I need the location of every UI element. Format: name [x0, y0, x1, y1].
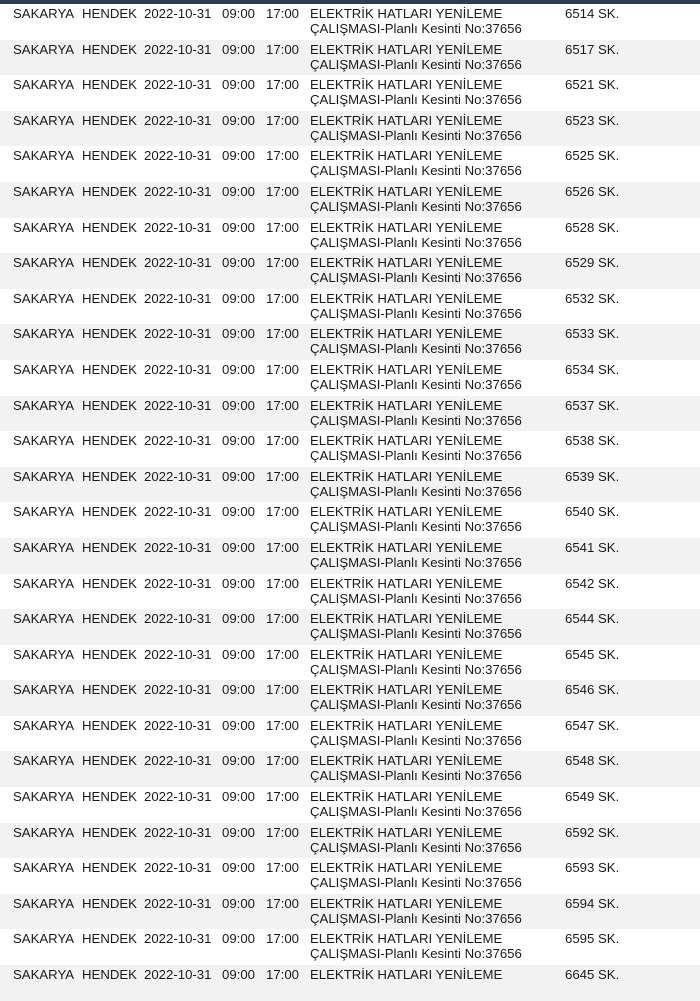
district-cell: HENDEK	[82, 77, 137, 93]
province-cell: SAKARYA	[13, 219, 75, 235]
street-cell: 6534 SK.	[565, 361, 620, 377]
end-time-cell: 17:00	[266, 255, 300, 271]
description-line-2: ÇALIŞMASI-Planlı Kesinti No:37656	[310, 839, 522, 855]
province-cell: SAKARYA	[13, 6, 75, 21]
description-cell	[310, 611, 560, 641]
table-row	[0, 182, 700, 218]
description-cell	[310, 362, 560, 392]
end-time-cell: 17:00	[266, 112, 300, 128]
start-time-cell: 09:00	[222, 361, 256, 377]
district-cell: HENDEK	[82, 433, 137, 449]
description-line-1: ELEKTRİK HATLARI YENİLEME	[310, 6, 503, 21]
description-cell	[310, 433, 560, 463]
end-time-cell: 17:00	[266, 611, 300, 627]
start-time-cell: 09:00	[222, 326, 256, 342]
description-line-1: ELEKTRİK HATLARI YENİLEME	[310, 895, 503, 911]
table-row	[0, 965, 700, 1001]
table-row	[0, 823, 700, 859]
date-cell: 2022-10-31	[144, 112, 212, 128]
date-cell: 2022-10-31	[144, 77, 212, 93]
province-cell: SAKARYA	[13, 361, 75, 377]
start-time-cell: 09:00	[222, 290, 256, 306]
district-cell: HENDEK	[82, 397, 137, 413]
table-row	[0, 4, 700, 40]
description-cell	[310, 291, 560, 321]
table-row	[0, 787, 700, 823]
street-cell: 6593 SK.	[565, 860, 620, 876]
end-time-cell: 17:00	[266, 931, 300, 947]
date-cell: 2022-10-31	[144, 682, 212, 698]
province-cell: SAKARYA	[13, 539, 75, 555]
description-cell	[310, 576, 560, 606]
street-cell: 6514 SK.	[565, 6, 620, 21]
description-cell	[310, 42, 560, 72]
end-time-cell: 17:00	[266, 682, 300, 698]
description-cell	[310, 469, 560, 499]
street-cell: 6546 SK.	[565, 682, 620, 698]
description-cell	[310, 540, 560, 570]
date-cell: 2022-10-31	[144, 504, 212, 520]
end-time-cell: 17:00	[266, 967, 300, 983]
start-time-cell: 09:00	[222, 931, 256, 947]
province-cell: SAKARYA	[13, 397, 75, 413]
province-cell: SAKARYA	[13, 967, 75, 983]
end-time-cell: 17:00	[266, 646, 300, 662]
date-cell: 2022-10-31	[144, 931, 212, 947]
street-cell: 6545 SK.	[565, 646, 620, 662]
district-cell: HENDEK	[82, 931, 137, 947]
end-time-cell: 17:00	[266, 753, 300, 769]
table-row	[0, 680, 700, 716]
end-time-cell: 17:00	[266, 41, 300, 57]
description-line-1: ELEKTRİK HATLARI YENİLEME	[310, 77, 503, 93]
end-time-cell: 17:00	[266, 148, 300, 164]
description-line-2: ÇALIŞMASI-Planlı Kesinti No:37656	[310, 590, 522, 606]
description-cell	[310, 860, 560, 890]
description-line-1: ELEKTRİK HATLARI YENİLEME	[310, 112, 503, 128]
description-line-2: ÇALIŞMASI-Planlı Kesinti No:37656	[310, 661, 522, 677]
description-line-2: ÇALIŞMASI-Planlı Kesinti No:37656	[310, 946, 522, 962]
end-time-cell: 17:00	[266, 361, 300, 377]
district-cell: HENDEK	[82, 219, 137, 235]
description-line-2: ÇALIŞMASI-Planlı Kesinti No:37656	[310, 910, 522, 926]
street-cell: 6541 SK.	[565, 539, 620, 555]
street-cell: 6645 SK.	[565, 967, 620, 983]
street-cell: 6529 SK.	[565, 255, 620, 271]
start-time-cell: 09:00	[222, 682, 256, 698]
start-time-cell: 09:00	[222, 433, 256, 449]
end-time-cell: 17:00	[266, 397, 300, 413]
start-time-cell: 09:00	[222, 6, 256, 21]
description-cell	[310, 967, 560, 982]
description-line-2: ÇALIŞMASI-Planlı Kesinti No:37656	[310, 341, 522, 357]
description-line-2: ÇALIŞMASI-Planlı Kesinti No:37656	[310, 127, 522, 143]
province-cell: SAKARYA	[13, 433, 75, 449]
district-cell: HENDEK	[82, 112, 137, 128]
province-cell: SAKARYA	[13, 860, 75, 876]
description-line-1: ELEKTRİK HATLARI YENİLEME	[310, 539, 503, 555]
start-time-cell: 09:00	[222, 860, 256, 876]
table-row	[0, 574, 700, 610]
table-row	[0, 75, 700, 111]
street-cell: 6542 SK.	[565, 575, 620, 591]
province-cell: SAKARYA	[13, 575, 75, 591]
street-cell: 6544 SK.	[565, 611, 620, 627]
district-cell: HENDEK	[82, 361, 137, 377]
province-cell: SAKARYA	[13, 682, 75, 698]
end-time-cell: 17:00	[266, 6, 300, 21]
province-cell: SAKARYA	[13, 255, 75, 271]
description-line-1: ELEKTRİK HATLARI YENİLEME	[310, 361, 503, 377]
start-time-cell: 09:00	[222, 539, 256, 555]
description-line-1: ELEKTRİK HATLARI YENİLEME	[310, 717, 503, 733]
description-line-2: ÇALIŞMASI-Planlı Kesinti No:37656	[310, 732, 522, 748]
description-cell	[310, 398, 560, 428]
date-cell: 2022-10-31	[144, 646, 212, 662]
district-cell: HENDEK	[82, 967, 137, 983]
street-cell: 6533 SK.	[565, 326, 620, 342]
district-cell: HENDEK	[82, 183, 137, 199]
description-line-2: ÇALIŞMASI-Planlı Kesinti No:37656	[310, 198, 522, 214]
description-line-1: ELEKTRİK HATLARI YENİLEME	[310, 41, 503, 57]
province-cell: SAKARYA	[13, 789, 75, 805]
province-cell: SAKARYA	[13, 41, 75, 57]
date-cell: 2022-10-31	[144, 326, 212, 342]
description-line-2: ÇALIŞMASI-Planlı Kesinti No:37656	[310, 875, 522, 891]
description-line-1: ELEKTRİK HATLARI YENİLEME	[310, 824, 503, 840]
start-time-cell: 09:00	[222, 575, 256, 591]
province-cell: SAKARYA	[13, 183, 75, 199]
province-cell: SAKARYA	[13, 611, 75, 627]
description-line-1: ELEKTRİK HATLARI YENİLEME	[310, 219, 503, 235]
district-cell: HENDEK	[82, 41, 137, 57]
date-cell: 2022-10-31	[144, 895, 212, 911]
province-cell: SAKARYA	[13, 77, 75, 93]
table-row	[0, 894, 700, 930]
description-cell	[310, 184, 560, 214]
street-cell: 6594 SK.	[565, 895, 620, 911]
description-line-2: ÇALIŞMASI-Planlı Kesinti No:37656	[310, 483, 522, 499]
start-time-cell: 09:00	[222, 717, 256, 733]
description-line-1: ELEKTRİK HATLARI YENİLEME	[310, 575, 503, 591]
date-cell: 2022-10-31	[144, 6, 212, 21]
description-line-2: ÇALIŞMASI-Planlı Kesinti No:37656	[310, 626, 522, 642]
table-row	[0, 40, 700, 76]
description-line-2: ÇALIŞMASI-Planlı Kesinti No:37656	[310, 56, 522, 72]
district-cell: HENDEK	[82, 682, 137, 698]
description-line-1: ELEKTRİK HATLARI YENİLEME	[310, 290, 503, 306]
table-row	[0, 396, 700, 432]
date-cell: 2022-10-31	[144, 789, 212, 805]
description-line-1: ELEKTRİK HATLARI YENİLEME	[310, 504, 503, 520]
table-row	[0, 467, 700, 503]
table-row	[0, 645, 700, 681]
description-line-2: ÇALIŞMASI-Planlı Kesinti No:37656	[310, 234, 522, 250]
date-cell: 2022-10-31	[144, 255, 212, 271]
street-cell: 6538 SK.	[565, 433, 620, 449]
street-cell: 6539 SK.	[565, 468, 620, 484]
description-line-2: ÇALIŞMASI-Planlı Kesinti No:37656	[310, 768, 522, 784]
start-time-cell: 09:00	[222, 468, 256, 484]
province-cell: SAKARYA	[13, 290, 75, 306]
street-cell: 6526 SK.	[565, 183, 620, 199]
description-line-1: ELEKTRİK HATLARI YENİLEME	[310, 931, 503, 947]
start-time-cell: 09:00	[222, 967, 256, 983]
province-cell: SAKARYA	[13, 504, 75, 520]
start-time-cell: 09:00	[222, 219, 256, 235]
description-cell	[310, 148, 560, 178]
description-line-2: ÇALIŞMASI-Planlı Kesinti No:37656	[310, 804, 522, 820]
description-line-2: ÇALIŞMASI-Planlı Kesinti No:37656	[310, 305, 522, 321]
table-row	[0, 751, 700, 787]
description-line-2: ÇALIŞMASI-Planlı Kesinti No:37656	[310, 519, 522, 535]
description-line-1: ELEKTRİK HATLARI YENİLEME	[310, 255, 503, 271]
district-cell: HENDEK	[82, 290, 137, 306]
date-cell: 2022-10-31	[144, 824, 212, 840]
street-cell: 6517 SK.	[565, 41, 620, 57]
date-cell: 2022-10-31	[144, 397, 212, 413]
description-cell	[310, 255, 560, 285]
district-cell: HENDEK	[82, 753, 137, 769]
start-time-cell: 09:00	[222, 77, 256, 93]
district-cell: HENDEK	[82, 646, 137, 662]
description-line-1: ELEKTRİK HATLARI YENİLEME	[310, 397, 503, 413]
date-cell: 2022-10-31	[144, 860, 212, 876]
table-row	[0, 929, 700, 965]
street-cell: 6549 SK.	[565, 789, 620, 805]
description-line-1: ELEKTRİK HATLARI YENİLEME	[310, 468, 503, 484]
table-row	[0, 716, 700, 752]
date-cell: 2022-10-31	[144, 967, 212, 983]
table-row	[0, 253, 700, 289]
district-cell: HENDEK	[82, 504, 137, 520]
date-cell: 2022-10-31	[144, 717, 212, 733]
street-cell: 6592 SK.	[565, 824, 620, 840]
date-cell: 2022-10-31	[144, 41, 212, 57]
start-time-cell: 09:00	[222, 824, 256, 840]
street-cell: 6532 SK.	[565, 290, 620, 306]
description-line-1: ELEKTRİK HATLARI YENİLEME	[310, 682, 503, 698]
end-time-cell: 17:00	[266, 789, 300, 805]
description-line-2: ÇALIŞMASI-Planlı Kesinti No:37656	[310, 697, 522, 713]
street-cell: 6595 SK.	[565, 931, 620, 947]
start-time-cell: 09:00	[222, 183, 256, 199]
street-cell: 6523 SK.	[565, 112, 620, 128]
table-row	[0, 538, 700, 574]
street-cell: 6547 SK.	[565, 717, 620, 733]
date-cell: 2022-10-31	[144, 539, 212, 555]
province-cell: SAKARYA	[13, 895, 75, 911]
end-time-cell: 17:00	[266, 504, 300, 520]
date-cell: 2022-10-31	[144, 753, 212, 769]
date-cell: 2022-10-31	[144, 290, 212, 306]
description-line-2: ÇALIŞMASI-Planlı Kesinti No:37656	[310, 270, 522, 286]
street-cell: 6548 SK.	[565, 753, 620, 769]
description-cell	[310, 753, 560, 783]
date-cell: 2022-10-31	[144, 468, 212, 484]
district-cell: HENDEK	[82, 539, 137, 555]
description-line-1: ELEKTRİK HATLARI YENİLEME	[310, 326, 503, 342]
date-cell: 2022-10-31	[144, 219, 212, 235]
table-row	[0, 431, 700, 467]
start-time-cell: 09:00	[222, 397, 256, 413]
end-time-cell: 17:00	[266, 539, 300, 555]
table-row	[0, 324, 700, 360]
description-cell	[310, 825, 560, 855]
street-cell: 6525 SK.	[565, 148, 620, 164]
date-cell: 2022-10-31	[144, 183, 212, 199]
end-time-cell: 17:00	[266, 575, 300, 591]
district-cell: HENDEK	[82, 789, 137, 805]
table-row	[0, 858, 700, 894]
street-cell: 6540 SK.	[565, 504, 620, 520]
table-row	[0, 218, 700, 254]
description-line-1: ELEKTRİK HATLARI YENİLEME	[310, 183, 503, 199]
start-time-cell: 09:00	[222, 789, 256, 805]
end-time-cell: 17:00	[266, 468, 300, 484]
description-line-2: ÇALIŞMASI-Planlı Kesinti No:37656	[310, 21, 522, 36]
province-cell: SAKARYA	[13, 931, 75, 947]
end-time-cell: 17:00	[266, 717, 300, 733]
description-cell	[310, 504, 560, 534]
description-line-1: ELEKTRİK HATLARI YENİLEME	[310, 860, 503, 876]
description-cell	[310, 789, 560, 819]
description-line-1: ELEKTRİK HATLARI YENİLEME	[310, 433, 503, 449]
date-cell: 2022-10-31	[144, 611, 212, 627]
table-row	[0, 502, 700, 538]
end-time-cell: 17:00	[266, 183, 300, 199]
description-cell	[310, 647, 560, 677]
district-cell: HENDEK	[82, 575, 137, 591]
end-time-cell: 17:00	[266, 290, 300, 306]
description-cell	[310, 931, 560, 961]
table-row	[0, 360, 700, 396]
description-cell	[310, 326, 560, 356]
description-line-2: ÇALIŞMASI-Planlı Kesinti No:37656	[310, 376, 522, 392]
end-time-cell: 17:00	[266, 326, 300, 342]
date-cell: 2022-10-31	[144, 433, 212, 449]
description-cell	[310, 682, 560, 712]
description-line-2: ÇALIŞMASI-Planlı Kesinti No:37656	[310, 554, 522, 570]
date-cell: 2022-10-31	[144, 575, 212, 591]
district-cell: HENDEK	[82, 148, 137, 164]
province-cell: SAKARYA	[13, 717, 75, 733]
province-cell: SAKARYA	[13, 148, 75, 164]
end-time-cell: 17:00	[266, 895, 300, 911]
end-time-cell: 17:00	[266, 77, 300, 93]
description-line-2: ÇALIŞMASI-Planlı Kesinti No:37656	[310, 92, 522, 108]
description-line-1: ELEKTRİK HATLARI YENİLEME	[310, 646, 503, 662]
start-time-cell: 09:00	[222, 41, 256, 57]
district-cell: HENDEK	[82, 824, 137, 840]
start-time-cell: 09:00	[222, 148, 256, 164]
province-cell: SAKARYA	[13, 753, 75, 769]
district-cell: HENDEK	[82, 6, 137, 21]
province-cell: SAKARYA	[13, 824, 75, 840]
street-cell: 6521 SK.	[565, 77, 620, 93]
district-cell: HENDEK	[82, 717, 137, 733]
table-row	[0, 289, 700, 325]
table-row	[0, 111, 700, 147]
date-cell: 2022-10-31	[144, 148, 212, 164]
table-row	[0, 146, 700, 182]
end-time-cell: 17:00	[266, 219, 300, 235]
province-cell: SAKARYA	[13, 468, 75, 484]
start-time-cell: 09:00	[222, 611, 256, 627]
description-cell	[310, 220, 560, 250]
district-cell: HENDEK	[82, 468, 137, 484]
district-cell: HENDEK	[82, 255, 137, 271]
description-cell	[310, 718, 560, 748]
description-line-1: ELEKTRİK HATLARI YENİLEME	[310, 967, 503, 983]
province-cell: SAKARYA	[13, 326, 75, 342]
description-cell	[310, 113, 560, 143]
description-line-1: ELEKTRİK HATLARI YENİLEME	[310, 753, 503, 769]
province-cell: SAKARYA	[13, 112, 75, 128]
start-time-cell: 09:00	[222, 895, 256, 911]
end-time-cell: 17:00	[266, 433, 300, 449]
description-cell	[310, 6, 560, 36]
description-line-2: ÇALIŞMASI-Planlı Kesinti No:37656	[310, 448, 522, 464]
start-time-cell: 09:00	[222, 646, 256, 662]
district-cell: HENDEK	[82, 611, 137, 627]
description-cell	[310, 77, 560, 107]
district-cell: HENDEK	[82, 895, 137, 911]
table-row	[0, 609, 700, 645]
description-line-2: ÇALIŞMASI-Planlı Kesinti No:37656	[310, 163, 522, 179]
start-time-cell: 09:00	[222, 255, 256, 271]
street-cell: 6537 SK.	[565, 397, 620, 413]
end-time-cell: 17:00	[266, 824, 300, 840]
district-cell: HENDEK	[82, 860, 137, 876]
start-time-cell: 09:00	[222, 504, 256, 520]
date-cell: 2022-10-31	[144, 361, 212, 377]
outage-table	[0, 4, 700, 1001]
end-time-cell: 17:00	[266, 860, 300, 876]
province-cell: SAKARYA	[13, 646, 75, 662]
street-cell: 6528 SK.	[565, 219, 620, 235]
start-time-cell: 09:00	[222, 753, 256, 769]
description-line-1: ELEKTRİK HATLARI YENİLEME	[310, 148, 503, 164]
description-line-2: ÇALIŞMASI-Planlı Kesinti No:37656	[310, 412, 522, 428]
description-cell	[310, 896, 560, 926]
description-line-1: ELEKTRİK HATLARI YENİLEME	[310, 611, 503, 627]
district-cell: HENDEK	[82, 326, 137, 342]
start-time-cell: 09:00	[222, 112, 256, 128]
description-line-1: ELEKTRİK HATLARI YENİLEME	[310, 789, 503, 805]
